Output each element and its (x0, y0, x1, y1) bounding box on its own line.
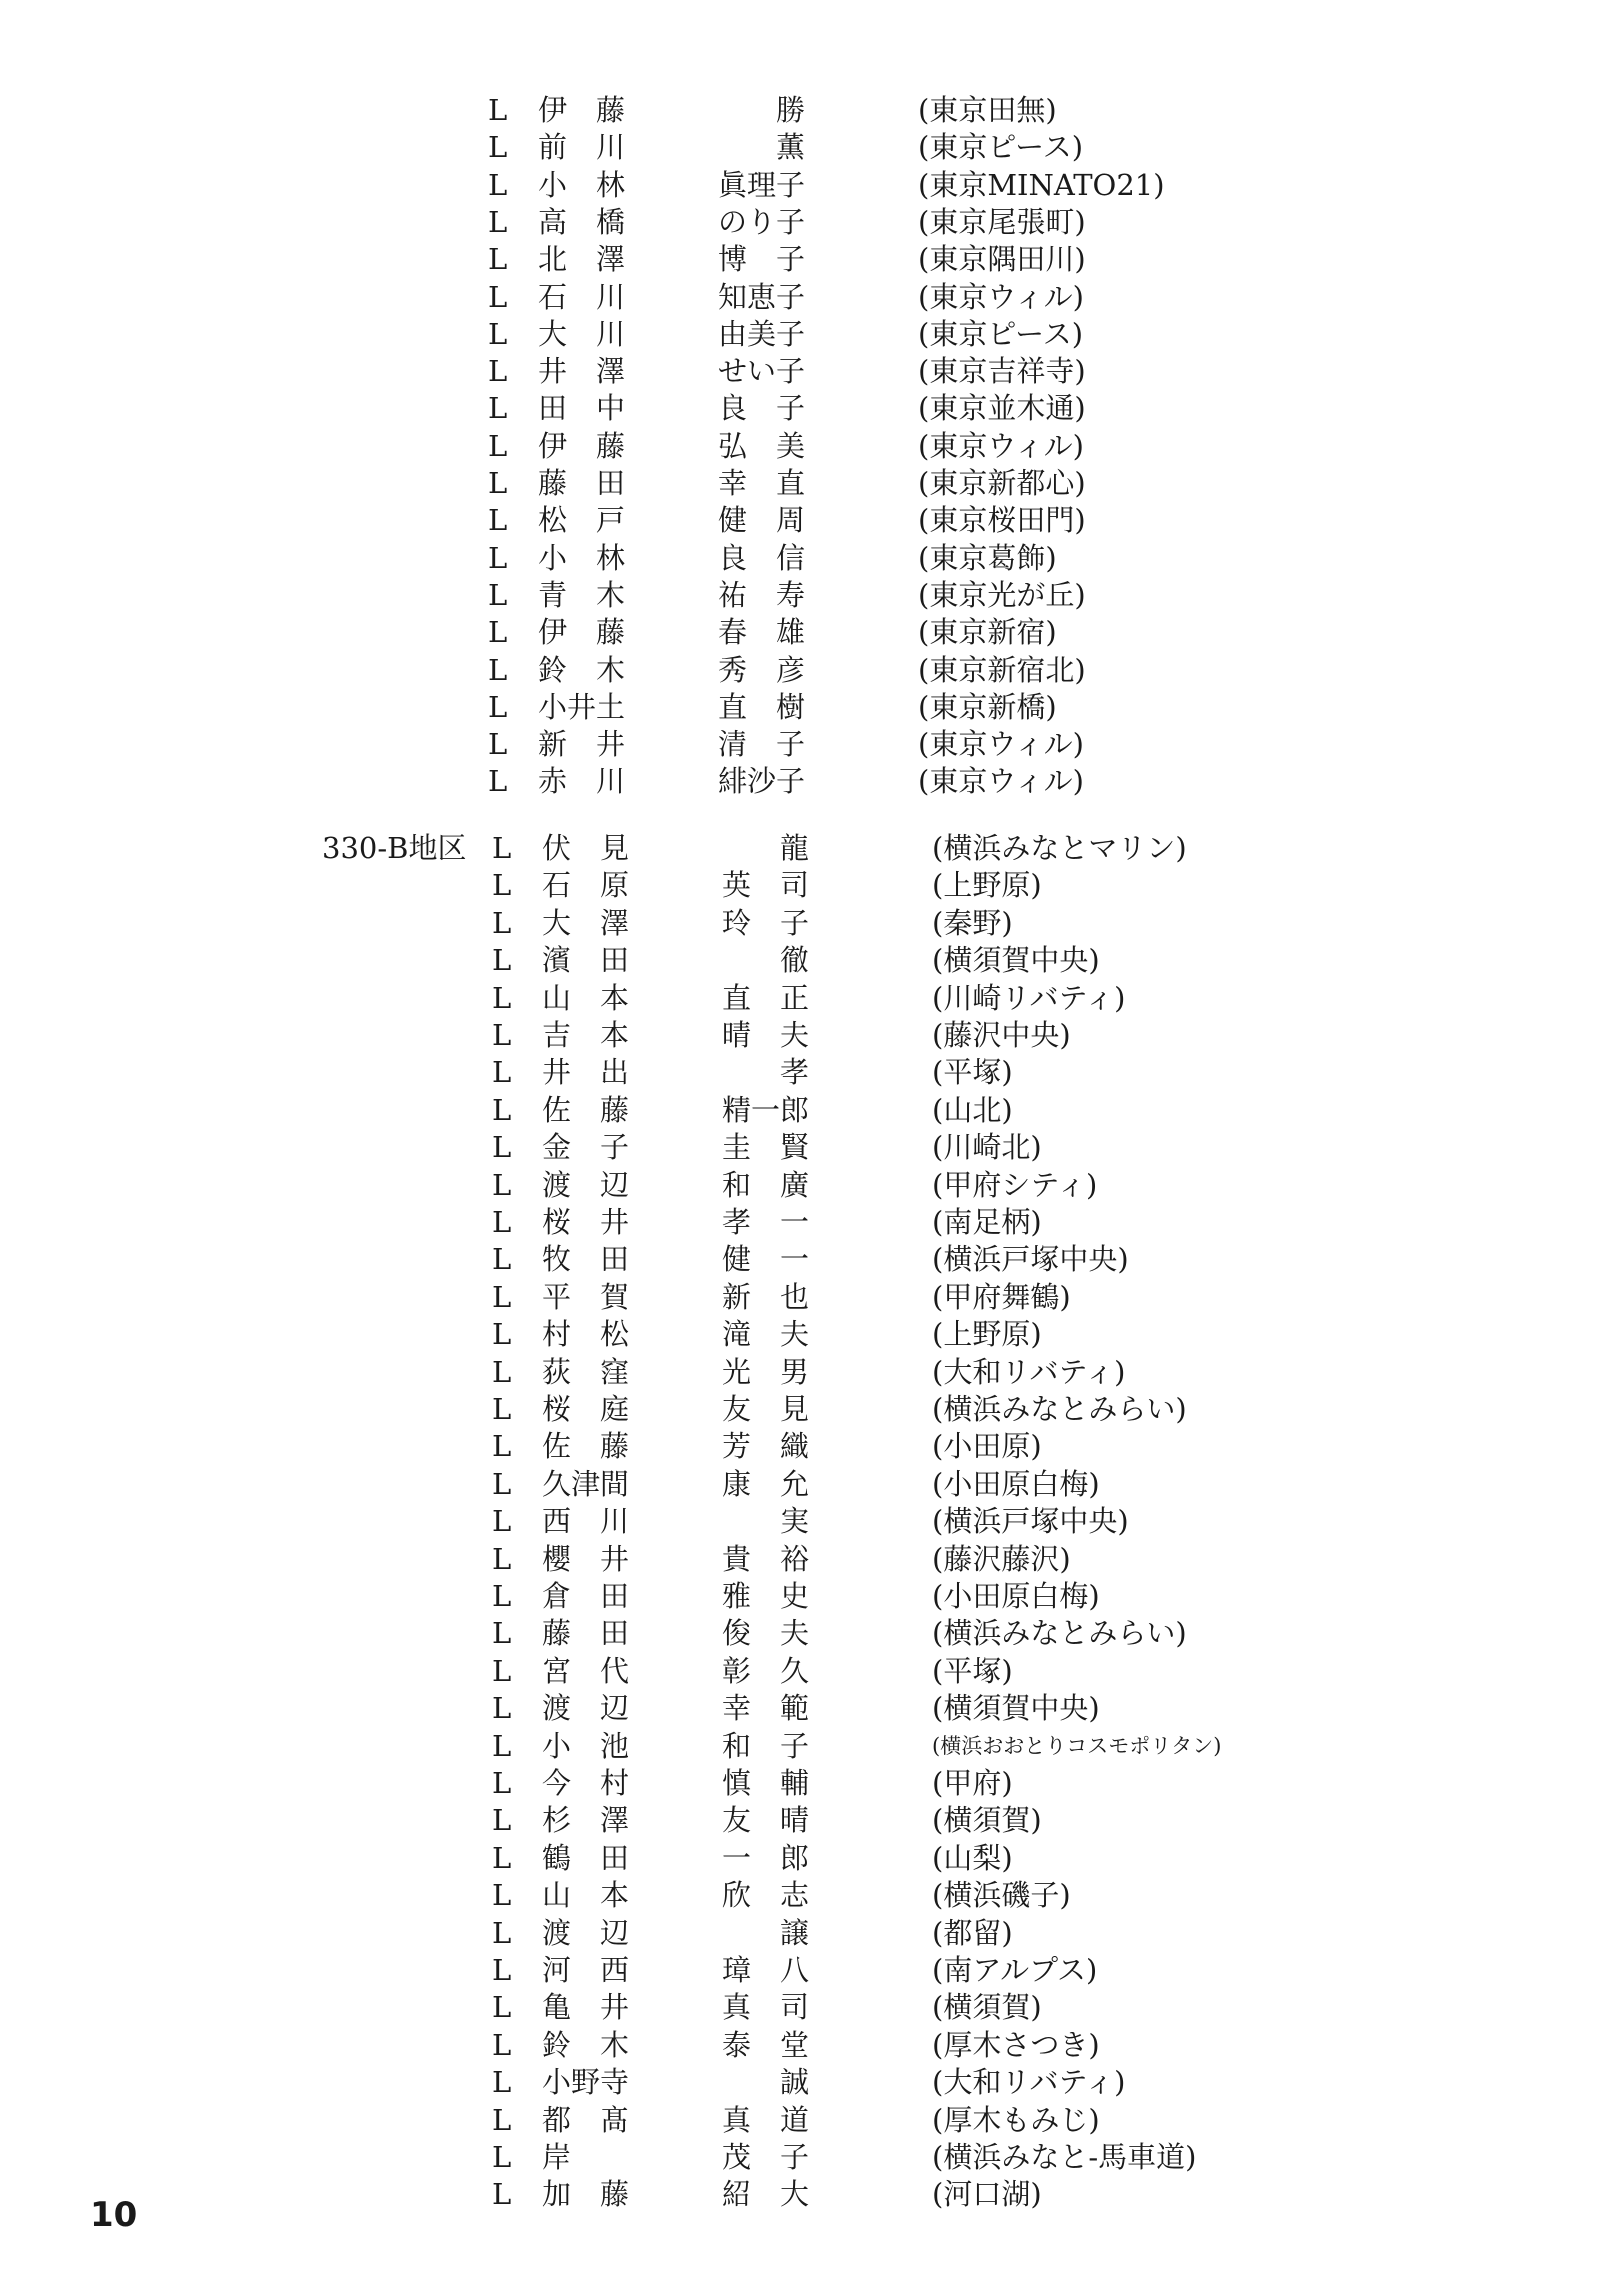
member-club: (横須賀) (932, 1803, 1042, 1837)
member-row (0, 204, 1605, 241)
member-title: L (488, 690, 508, 724)
member-title: L (488, 242, 508, 276)
member-title: L (492, 1168, 512, 1202)
member-surname: 平 賀 (542, 1280, 630, 1314)
member-given: 圭 賢 (722, 1130, 810, 1164)
member-given: 精一郎 (722, 1093, 810, 1127)
member-row (0, 905, 1605, 942)
member-title: L (488, 317, 508, 351)
member-surname: 田 中 (538, 391, 626, 425)
member-row (0, 1279, 1605, 1316)
member-title: L (492, 1280, 512, 1314)
member-surname: 吉 本 (542, 1018, 630, 1052)
member-given: 緋沙子 (718, 764, 806, 798)
member-club: (甲府舞鶴) (932, 1280, 1071, 1314)
member-title: L (492, 1392, 512, 1426)
member-club: (横浜戸塚中央) (932, 1504, 1129, 1538)
member-club: (横浜みなとみらい) (932, 1392, 1187, 1426)
member-given: 由美子 (718, 317, 806, 351)
member-surname: 濱 田 (542, 943, 630, 977)
member-club: (小田原) (932, 1429, 1042, 1463)
member-surname: 井 澤 (538, 354, 626, 388)
member-given: 秀 彦 (718, 653, 806, 687)
member-given: 真 司 (722, 1990, 810, 2024)
member-club: (大和リバティ) (932, 2065, 1126, 2099)
member-title: L (492, 906, 512, 940)
member-title: L (492, 831, 512, 865)
member-surname: 山 本 (542, 1878, 630, 1912)
member-row (0, 614, 1605, 651)
member-row (0, 830, 1605, 867)
member-row (0, 353, 1605, 390)
member-given: 龍 (722, 831, 810, 865)
member-given: 誠 (722, 2065, 810, 2099)
member-given: 良 子 (718, 391, 806, 425)
member-given: 璋 八 (722, 1953, 810, 1987)
member-club: (東京葛飾) (918, 541, 1057, 575)
member-surname: 山 本 (542, 981, 630, 1015)
member-row (0, 1728, 1605, 1765)
member-club: (南足柄) (932, 1205, 1042, 1239)
member-club: (小田原白梅) (932, 1579, 1100, 1613)
member-club: (横浜みなとマリン) (932, 831, 1187, 865)
member-surname: 高 橋 (538, 205, 626, 239)
member-club: (横浜戸塚中央) (932, 1242, 1129, 1276)
member-given: 幸 範 (722, 1691, 810, 1725)
member-given: 孝 (722, 1055, 810, 1089)
member-row (0, 1802, 1605, 1839)
member-title: L (492, 1018, 512, 1052)
member-given: 和 子 (722, 1729, 810, 1763)
member-club: (東京田無) (918, 93, 1057, 127)
member-row (0, 390, 1605, 427)
member-club: (東京ウィル) (918, 727, 1084, 761)
member-given: 孝 一 (722, 1205, 810, 1239)
member-row (0, 1054, 1605, 1091)
member-row (0, 1541, 1605, 1578)
member-title: L (492, 1355, 512, 1389)
member-title: L (488, 727, 508, 761)
member-title: L (492, 1504, 512, 1538)
member-row (0, 1690, 1605, 1727)
member-surname: 河 西 (542, 1953, 630, 1987)
member-title: L (492, 1616, 512, 1650)
member-club: (横浜磯子) (932, 1878, 1071, 1912)
member-title: L (492, 1093, 512, 1127)
member-club: (山北) (932, 1093, 1013, 1127)
member-given: 薫 (718, 130, 806, 164)
member-surname: 鶴 田 (542, 1841, 630, 1875)
member-row (0, 1765, 1605, 1802)
member-given: 滝 夫 (722, 1317, 810, 1351)
member-club: (東京ウィル) (918, 280, 1084, 314)
member-title: L (492, 868, 512, 902)
member-title: L (488, 93, 508, 127)
member-club: (東京隅田川) (918, 242, 1086, 276)
member-given: 眞理子 (718, 168, 806, 202)
member-surname: 小 林 (538, 541, 626, 575)
member-title: L (492, 1916, 512, 1950)
member-club: (横浜おおとりコスモポリタン) (932, 1734, 1222, 1758)
member-row (0, 1578, 1605, 1615)
member-given: 友 晴 (722, 1803, 810, 1837)
member-given: 春 雄 (718, 615, 806, 649)
member-club: (川崎北) (932, 1130, 1042, 1164)
member-club: (横須賀中央) (932, 1691, 1100, 1725)
member-club: (甲府) (932, 1766, 1013, 1800)
member-given: 泰 堂 (722, 2028, 810, 2062)
member-surname: 藤 田 (542, 1616, 630, 1650)
member-given: 彰 久 (722, 1654, 810, 1688)
member-row (0, 1167, 1605, 1204)
member-given: 英 司 (722, 868, 810, 902)
member-title: L (492, 2103, 512, 2137)
member-given: 欣 志 (722, 1878, 810, 1912)
member-title: L (492, 1766, 512, 1800)
district-label: 330-B地区 (322, 831, 467, 865)
member-title: L (492, 1803, 512, 1837)
member-given: 弘 美 (718, 429, 806, 463)
member-given: 雅 史 (722, 1579, 810, 1613)
member-given: 新 也 (722, 1280, 810, 1314)
member-row (0, 1354, 1605, 1391)
member-title: L (492, 943, 512, 977)
member-title: L (488, 280, 508, 314)
member-club: (横浜みなと-馬車道) (932, 2140, 1197, 2174)
member-given: 茂 子 (722, 2140, 810, 2174)
member-club: (厚木もみじ) (932, 2103, 1100, 2137)
member-title: L (492, 2140, 512, 2174)
member-row (0, 279, 1605, 316)
member-given: 光 男 (722, 1355, 810, 1389)
member-row (0, 1017, 1605, 1054)
member-surname: 鈴 木 (542, 2028, 630, 2062)
member-title: L (488, 466, 508, 500)
member-row (0, 1092, 1605, 1129)
member-club: (大和リバティ) (932, 1355, 1126, 1389)
member-row (0, 689, 1605, 726)
member-row (0, 2027, 1605, 2064)
member-club: (横須賀) (932, 1990, 1042, 2024)
member-row (0, 726, 1605, 763)
member-given: 知恵子 (718, 280, 806, 314)
member-title: L (492, 1878, 512, 1912)
member-club: (河口湖) (932, 2177, 1042, 2211)
member-club: (小田原白梅) (932, 1467, 1100, 1501)
member-given: のり子 (718, 205, 806, 239)
member-given: 玲 子 (722, 906, 810, 940)
member-surname: 杉 澤 (542, 1803, 630, 1837)
member-surname: 井 出 (542, 1055, 630, 1089)
member-given: 真 道 (722, 2103, 810, 2137)
member-row (0, 2064, 1605, 2101)
member-club: (秦野) (932, 906, 1013, 940)
member-surname: 大 澤 (542, 906, 630, 940)
member-given: 晴 夫 (722, 1018, 810, 1052)
member-surname: 前 川 (538, 130, 626, 164)
member-club: (平塚) (932, 1055, 1013, 1089)
member-club: (横須賀中央) (932, 943, 1100, 977)
member-row (0, 540, 1605, 577)
member-club: (山梨) (932, 1841, 1013, 1875)
member-title: L (492, 2065, 512, 2099)
member-surname: 亀 井 (542, 1990, 630, 2024)
member-surname: 伊 藤 (538, 615, 626, 649)
member-title: L (488, 130, 508, 164)
member-surname: 伏 見 (542, 831, 630, 865)
member-row (0, 502, 1605, 539)
member-given: 友 見 (722, 1392, 810, 1426)
member-surname: 渡 辺 (542, 1691, 630, 1725)
member-row (0, 1129, 1605, 1166)
member-title: L (488, 391, 508, 425)
member-surname: 久津間 (542, 1467, 630, 1501)
member-club: (都留) (932, 1916, 1013, 1950)
member-row (0, 1840, 1605, 1877)
member-club: (東京新都心) (918, 466, 1086, 500)
member-row (0, 867, 1605, 904)
member-title: L (492, 1242, 512, 1276)
member-title: L (492, 1990, 512, 2024)
member-club: (東京吉祥寺) (918, 354, 1086, 388)
member-surname: 今 村 (542, 1766, 630, 1800)
member-row (0, 2176, 1605, 2213)
member-given: 実 (722, 1504, 810, 1538)
member-surname: 小井土 (538, 690, 626, 724)
member-given: 博 子 (718, 242, 806, 276)
member-surname: 村 松 (542, 1317, 630, 1351)
member-given: 紹 大 (722, 2177, 810, 2211)
member-given: 貴 裕 (722, 1542, 810, 1576)
member-title: L (492, 2177, 512, 2211)
member-row (0, 428, 1605, 465)
member-given: 徹 (722, 943, 810, 977)
member-club: (川崎リバティ) (932, 981, 1126, 1015)
page-number: 10 (90, 2195, 138, 2235)
member-row (0, 316, 1605, 353)
member-title: L (492, 1467, 512, 1501)
member-surname: 渡 辺 (542, 1916, 630, 1950)
member-row (0, 92, 1605, 129)
member-surname: 金 子 (542, 1130, 630, 1164)
member-row (0, 1204, 1605, 1241)
member-surname: 伊 藤 (538, 429, 626, 463)
member-surname: 渡 辺 (542, 1168, 630, 1202)
member-surname: 佐 藤 (542, 1093, 630, 1127)
member-given: 直 樹 (718, 690, 806, 724)
member-row (0, 167, 1605, 204)
member-surname: 西 川 (542, 1504, 630, 1538)
member-row (0, 1503, 1605, 1540)
member-club: (南アルプス) (932, 1953, 1098, 1987)
member-row (0, 1952, 1605, 1989)
member-given: 康 允 (722, 1467, 810, 1501)
member-given: 健 一 (722, 1242, 810, 1276)
member-club: (東京桜田門) (918, 503, 1086, 537)
member-title: L (492, 981, 512, 1015)
member-surname: 小 池 (542, 1729, 630, 1763)
member-row (0, 241, 1605, 278)
member-row (0, 1877, 1605, 1914)
member-title: L (492, 1953, 512, 1987)
member-title: L (492, 1729, 512, 1763)
member-title: L (492, 1542, 512, 1576)
member-surname: 牧 田 (542, 1242, 630, 1276)
member-row (0, 1915, 1605, 1952)
member-club: (東京尾張町) (918, 205, 1086, 239)
member-title: L (488, 354, 508, 388)
member-row (0, 2139, 1605, 2176)
member-club: (東京新橋) (918, 690, 1057, 724)
member-surname: 藤 田 (538, 466, 626, 500)
member-club: (藤沢藤沢) (932, 1542, 1071, 1576)
member-row (0, 465, 1605, 502)
member-surname: 新 井 (538, 727, 626, 761)
member-given: 幸 直 (718, 466, 806, 500)
member-given: 譲 (722, 1916, 810, 1950)
member-surname: 小 林 (538, 168, 626, 202)
member-title: L (488, 578, 508, 612)
member-surname: 松 戸 (538, 503, 626, 537)
member-club: (東京ピース) (918, 317, 1084, 351)
member-club: (東京光が丘) (918, 578, 1086, 612)
member-club: (上野原) (932, 1317, 1042, 1351)
member-surname: 伊 藤 (538, 93, 626, 127)
member-surname: 赤 川 (538, 764, 626, 798)
member-row (0, 577, 1605, 614)
member-row (0, 1428, 1605, 1465)
member-surname: 石 川 (538, 280, 626, 314)
member-title: L (492, 1579, 512, 1613)
member-title: L (492, 2028, 512, 2062)
member-club: (東京ピース) (918, 130, 1084, 164)
member-surname: 鈴 木 (538, 653, 626, 687)
member-surname: 青 木 (538, 578, 626, 612)
member-surname: 桜 庭 (542, 1392, 630, 1426)
member-row (0, 1241, 1605, 1278)
member-given: 一 郎 (722, 1841, 810, 1875)
member-given: 清 子 (718, 727, 806, 761)
member-row (0, 1316, 1605, 1353)
member-surname: 小野寺 (542, 2065, 630, 2099)
member-club: (上野原) (932, 868, 1042, 902)
member-title: L (488, 168, 508, 202)
member-row (0, 980, 1605, 1017)
member-title: L (492, 1317, 512, 1351)
member-row (0, 1391, 1605, 1428)
member-club: (東京ウィル) (918, 764, 1084, 798)
member-given: 和 廣 (722, 1168, 810, 1202)
member-title: L (492, 1654, 512, 1688)
member-surname: 荻 窪 (542, 1355, 630, 1389)
member-title: L (492, 1205, 512, 1239)
member-row (0, 942, 1605, 979)
member-title: L (488, 653, 508, 687)
member-title: L (488, 429, 508, 463)
member-given: 慎 輔 (722, 1766, 810, 1800)
member-title: L (492, 1055, 512, 1089)
member-given: 勝 (718, 93, 806, 127)
member-row (0, 763, 1605, 800)
member-surname: 大 川 (538, 317, 626, 351)
member-row (0, 1653, 1605, 1690)
member-given: 良 信 (718, 541, 806, 575)
member-surname: 宮 代 (542, 1654, 630, 1688)
member-row (0, 1466, 1605, 1503)
member-given: 直 正 (722, 981, 810, 1015)
member-surname: 桜 井 (542, 1205, 630, 1239)
member-surname: 倉 田 (542, 1579, 630, 1613)
member-title: L (492, 1429, 512, 1463)
member-club: (東京ウィル) (918, 429, 1084, 463)
member-given: せい子 (718, 354, 806, 388)
member-row (0, 129, 1605, 166)
member-club: (東京新宿) (918, 615, 1057, 649)
member-title: L (488, 541, 508, 575)
member-club: (東京MINATO21) (918, 168, 1165, 202)
member-row (0, 652, 1605, 689)
member-club: (東京並木通) (918, 391, 1086, 425)
member-surname: 櫻 井 (542, 1542, 630, 1576)
member-surname: 石 原 (542, 868, 630, 902)
member-surname: 北 澤 (538, 242, 626, 276)
member-row (0, 2102, 1605, 2139)
member-surname: 都 髙 (542, 2103, 630, 2137)
member-row (0, 1615, 1605, 1652)
member-given: 俊 夫 (722, 1616, 810, 1650)
member-club: (厚木さつき) (932, 2028, 1100, 2062)
member-row (0, 1989, 1605, 2026)
member-club: (藤沢中央) (932, 1018, 1071, 1052)
member-title: L (488, 503, 508, 537)
member-title: L (492, 1691, 512, 1725)
member-title: L (488, 205, 508, 239)
member-given: 健 周 (718, 503, 806, 537)
member-title: L (492, 1130, 512, 1164)
member-surname: 佐 藤 (542, 1429, 630, 1463)
member-title: L (488, 764, 508, 798)
member-title: L (488, 615, 508, 649)
member-given: 芳 織 (722, 1429, 810, 1463)
member-club: (平塚) (932, 1654, 1013, 1688)
member-surname: 岸 (542, 2140, 630, 2174)
member-title: L (492, 1841, 512, 1875)
member-club: (東京新宿北) (918, 653, 1086, 687)
member-surname: 加 藤 (542, 2177, 630, 2211)
member-club: (甲府シティ) (932, 1168, 1098, 1202)
member-given: 祐 寿 (718, 578, 806, 612)
member-club: (横浜みなとみらい) (932, 1616, 1187, 1650)
